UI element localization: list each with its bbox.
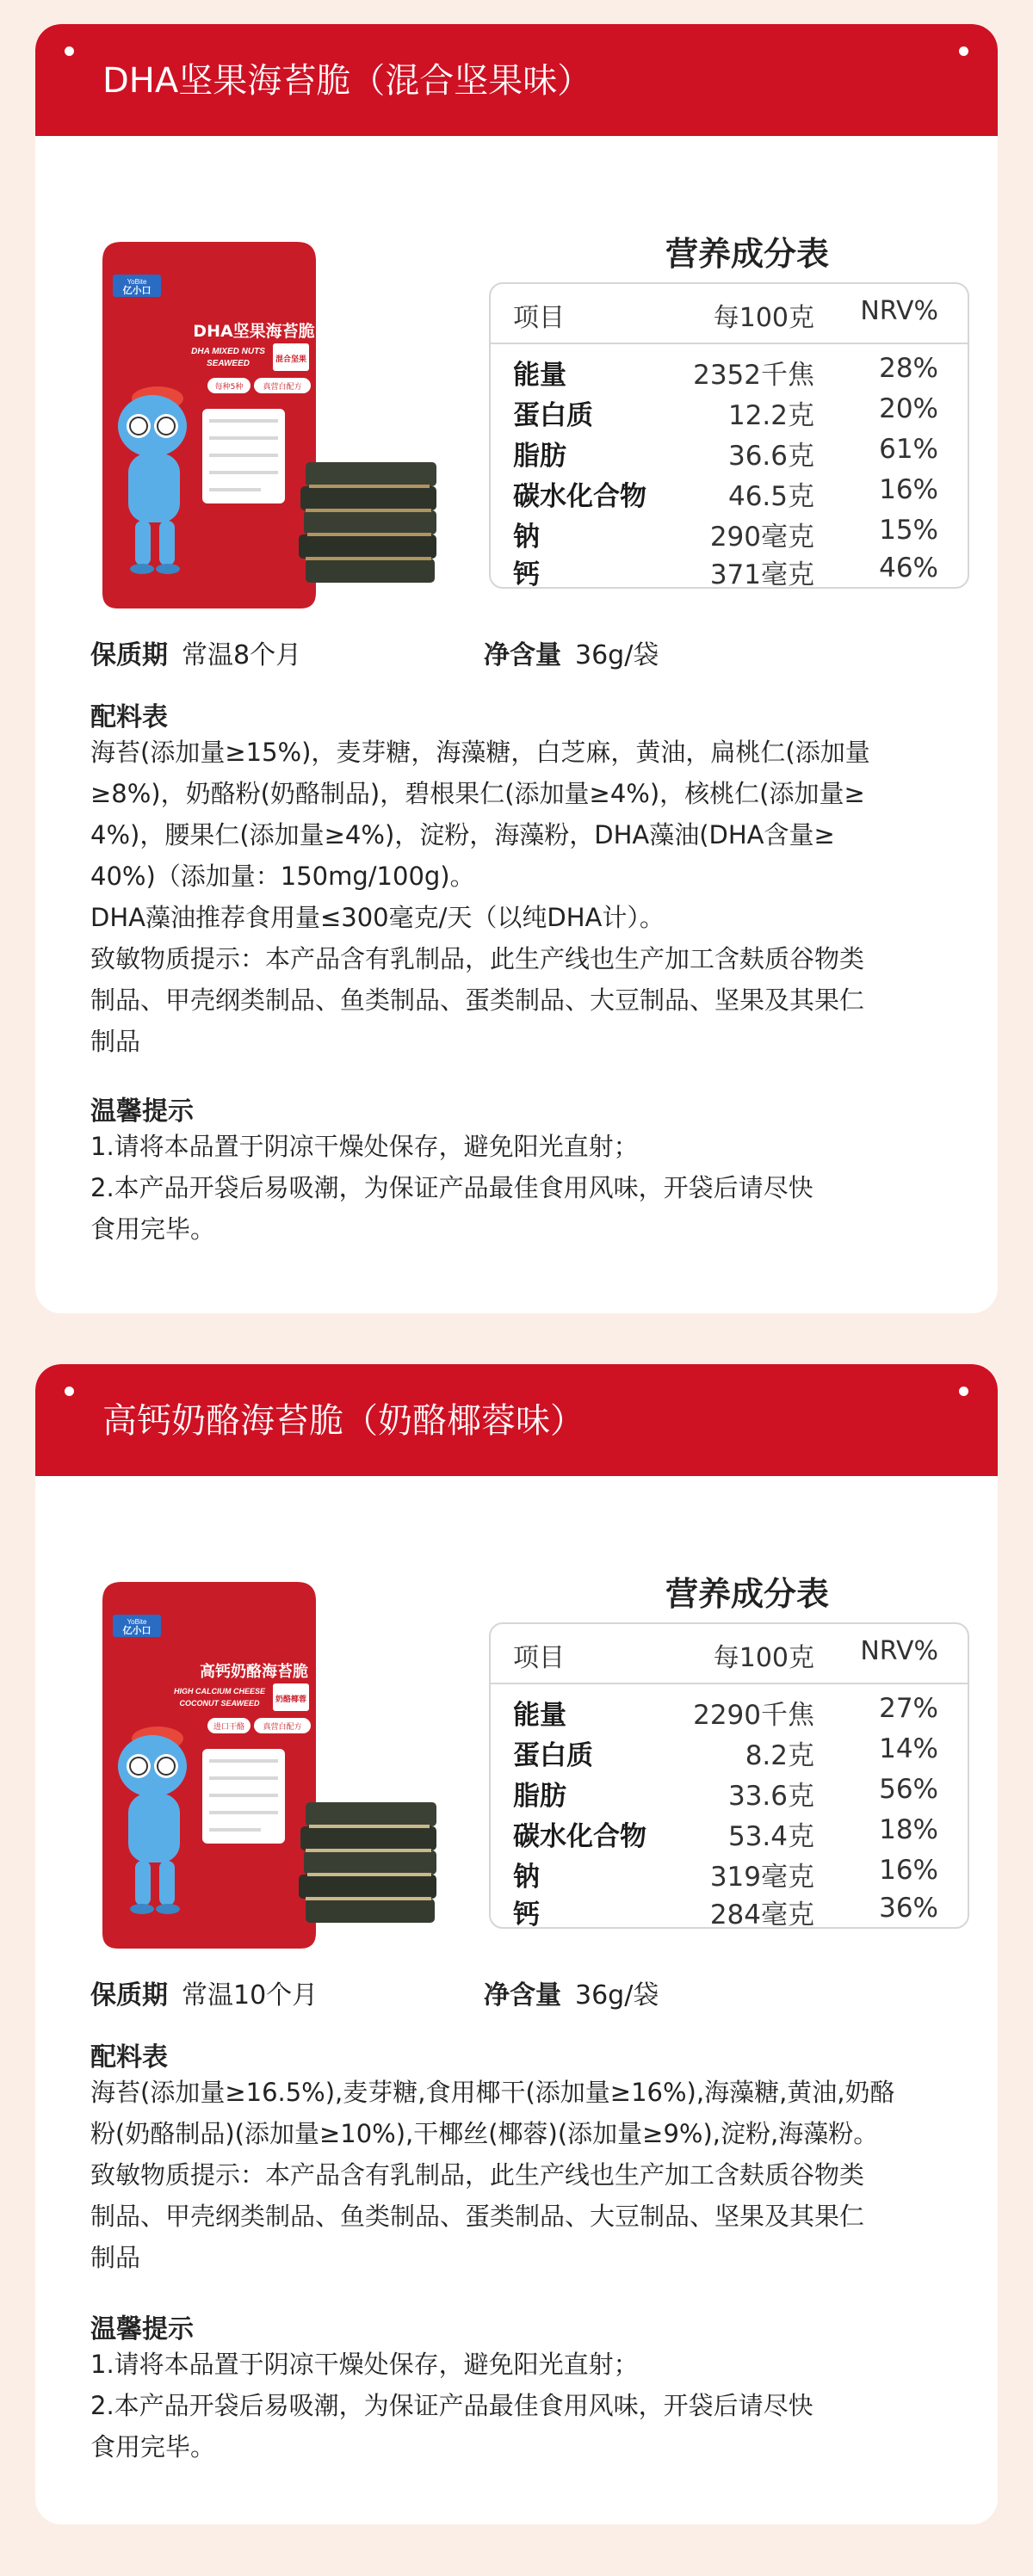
ingredients-text <box>90 2072 951 2278</box>
nutrition-table <box>489 282 969 589</box>
nutrient-nrv: 46% <box>879 553 938 584</box>
shelf-life-value: 常温10个月 <box>182 1980 319 2011</box>
product-card <box>35 24 998 1313</box>
header-dot <box>959 46 968 56</box>
nutrient-value: 36.6克 <box>727 441 814 472</box>
seaweed-snack-stack <box>299 462 436 583</box>
nutrition-row <box>491 1774 968 1813</box>
nutrient-value: 371毫克 <box>709 559 814 590</box>
ingredients-line: 制品 <box>90 2243 141 2272</box>
nutrient-nrv: 61% <box>879 434 938 465</box>
nutrition-table <box>489 1622 969 1929</box>
package-name-en: HIGH CALCIUM CHEESE <box>173 1687 266 1696</box>
package-name-en: COCONUT SEAWEED <box>179 1699 260 1708</box>
product-package-image <box>90 1577 461 1955</box>
nutrient-name: 钙 <box>513 559 540 590</box>
package-name: 高钙奶酪海苔脆 <box>200 1663 308 1681</box>
tips-title: 温馨提示 <box>90 2314 194 2344</box>
brand-en: YoBite <box>127 1618 147 1626</box>
nutrient-nrv: 20% <box>879 393 938 424</box>
ingredients-line: 粉(奶酪制品)(添加量≥10%),干椰丝(椰蓉)(添加量≥9%),淀粉,海藻粉。 <box>90 2119 879 2148</box>
package-tag: 真营白配方 <box>263 383 302 392</box>
nutrient-name: 碳水化合物 <box>513 1821 646 1852</box>
ingredients-line: 海苔(添加量≥15%)，麦芽糖，海藻糖，白芝麻，黄油，扁桃仁(添加量 <box>90 738 870 767</box>
nutrient-value: 33.6克 <box>727 1781 814 1812</box>
flavor-tag: 混合坚果 <box>275 355 307 364</box>
tips-title: 温馨提示 <box>90 1096 194 1127</box>
nutrition-row <box>491 1693 968 1733</box>
nutrition-row <box>491 1893 968 1932</box>
nutrition-header-per100: 每100克 <box>713 1643 814 1673</box>
nutrient-nrv: 18% <box>879 1814 938 1845</box>
nutrient-value: 290毫克 <box>709 522 814 553</box>
nutrient-name: 钠 <box>513 1862 540 1893</box>
tips-line: 1.请将本品置于阴凉干燥处保存，避免阳光直射； <box>90 2350 639 2379</box>
package-name: DHA坚果海苔脆 <box>193 322 315 341</box>
nutrient-nrv: 16% <box>879 474 938 505</box>
nutrition-header-nrv: NRV% <box>860 1636 938 1666</box>
nutrition-header-nrv: NRV% <box>860 296 938 326</box>
nutrition-row <box>491 474 968 514</box>
shelf-life-label: 保质期 <box>90 640 168 670</box>
nutrition-header-item: 项目 <box>513 1643 565 1673</box>
ingredients-line: 4%)，腰果仁(添加量≥4%)，淀粉，海藻粉，DHA藻油(DHA含量≥ <box>90 820 835 849</box>
nutrient-nrv: 16% <box>879 1855 938 1886</box>
product-package-image <box>90 237 461 615</box>
tips-text <box>90 1126 951 1250</box>
header-dot <box>959 1387 968 1396</box>
shelf-life-label: 保质期 <box>90 1980 168 2011</box>
net-content <box>484 633 659 671</box>
ingredients-line: 海苔(添加量≥16.5%),麦芽糖,食用椰干(添加量≥16%),海藻糖,黄油,奶酪 <box>90 2078 895 2107</box>
nutrition-row <box>491 1814 968 1854</box>
nutrient-value: 319毫克 <box>709 1862 814 1893</box>
ingredients-line: ≥8%)，奶酪粉(奶酪制品)，碧根果仁(添加量≥4%)，核桃仁(添加量≥ <box>90 779 865 808</box>
card-header <box>35 1364 998 1476</box>
nutrition-row <box>491 1733 968 1773</box>
nutrient-name: 能量 <box>513 1700 566 1731</box>
tips-line: 食用完毕。 <box>90 2432 216 2462</box>
net-content-label: 净含量 <box>484 640 561 670</box>
ingredients-line: 制品、甲壳纲类制品、鱼类制品、蛋类制品、大豆制品、坚果及其果仁 <box>90 985 865 1015</box>
nutrient-nrv: 27% <box>879 1693 938 1724</box>
nutrient-name: 蛋白质 <box>513 400 593 431</box>
nutrient-name: 脂肪 <box>513 441 566 472</box>
shelf-life-value: 常温8个月 <box>182 640 302 670</box>
seaweed-snack-stack <box>299 1802 436 1923</box>
package-tag: 每种5种 <box>214 383 244 392</box>
ingredients-line: 致敏物质提示：本产品含有乳制品，此生产线也生产加工含麸质谷物类 <box>90 944 865 973</box>
nutrient-name: 蛋白质 <box>513 1740 593 1771</box>
nutrient-value: 8.2克 <box>745 1740 814 1771</box>
shelf-life <box>90 1974 318 2011</box>
nutrition-row <box>491 515 968 554</box>
package-name-en: SEAWEED <box>206 359 251 368</box>
nutrition-row <box>491 434 968 473</box>
nutrient-nrv: 14% <box>879 1733 938 1764</box>
nutrient-nrv: 56% <box>879 1774 938 1805</box>
nutrient-nrv: 15% <box>879 515 938 546</box>
nutrient-name: 能量 <box>513 360 566 391</box>
nutrient-value: 12.2克 <box>727 400 814 431</box>
package-tag: 真营白配方 <box>263 1723 302 1732</box>
nutrition-row <box>491 353 968 392</box>
nutrient-name: 脂肪 <box>513 1781 566 1812</box>
ingredients-line: 制品、甲壳纲类制品、鱼类制品、蛋类制品、大豆制品、坚果及其果仁 <box>90 2202 865 2231</box>
nutrition-row <box>491 553 968 592</box>
nutrient-name: 钠 <box>513 522 540 553</box>
net-content <box>484 1974 659 2011</box>
package-name-en: DHA MIXED NUTS <box>191 347 265 356</box>
product-title: 高钙奶酪海苔脆（奶酪椰蓉味） <box>102 1401 585 1441</box>
nutrition-divider <box>491 1683 968 1684</box>
net-content-label: 净含量 <box>484 1980 561 2011</box>
nutrient-value: 53.4克 <box>727 1821 814 1852</box>
nutrition-title: 营养成分表 <box>665 1575 829 1613</box>
header-dot <box>65 46 74 56</box>
brand-cn: 亿小口 <box>122 1625 152 1636</box>
ingredients-title: 配料表 <box>90 702 168 732</box>
shelf-life <box>90 633 301 671</box>
nutrient-value: 284毫克 <box>709 1900 814 1930</box>
nutrient-value: 46.5克 <box>727 481 814 512</box>
tips-line: 食用完毕。 <box>90 1214 216 1244</box>
ingredients-line: 制品 <box>90 1027 141 1056</box>
net-content-value: 36g/袋 <box>575 1980 659 2011</box>
net-content-value: 36g/袋 <box>575 640 659 670</box>
ingredients-text <box>90 732 951 1062</box>
nutrition-divider <box>491 343 968 344</box>
ingredients-line: 40%)（添加量：150mg/100g)。 <box>90 862 475 891</box>
product-title: DHA坚果海苔脆（混合坚果味） <box>102 61 592 101</box>
ingredients-line: DHA藻油推荐食用量≤300毫克/天（以纯DHA计）。 <box>90 903 665 932</box>
nutrient-nrv: 36% <box>879 1893 938 1924</box>
package-tag: 进口干酪 <box>213 1723 245 1732</box>
brand-en: YoBite <box>127 278 147 286</box>
nutrition-header-item: 项目 <box>513 303 565 333</box>
card-header <box>35 24 998 136</box>
nutrient-nrv: 28% <box>879 353 938 384</box>
header-dot <box>65 1387 74 1396</box>
flavor-tag: 奶酪椰蓉 <box>275 1696 307 1704</box>
nutrition-row <box>491 393 968 433</box>
brand-cn: 亿小口 <box>122 285 152 296</box>
nutrition-title: 营养成分表 <box>665 235 829 273</box>
tips-line: 2.本产品开袋后易吸潮，为保证产品最佳食用风味，开袋后请尽快 <box>90 1173 813 1202</box>
nutrient-name: 碳水化合物 <box>513 481 646 512</box>
nutrient-value: 2352千焦 <box>693 360 814 391</box>
ingredients-title: 配料表 <box>90 2042 168 2073</box>
nutrition-row <box>491 1855 968 1894</box>
nutrient-value: 2290千焦 <box>693 1700 814 1731</box>
nutrient-name: 钙 <box>513 1900 540 1930</box>
tips-text <box>90 2344 951 2468</box>
ingredients-line: 致敏物质提示：本产品含有乳制品，此生产线也生产加工含麸质谷物类 <box>90 2160 865 2190</box>
tips-line: 2.本产品开袋后易吸潮，为保证产品最佳食用风味，开袋后请尽快 <box>90 2391 813 2420</box>
product-card <box>35 1364 998 2524</box>
tips-line: 1.请将本品置于阴凉干燥处保存，避免阳光直射； <box>90 1132 639 1161</box>
nutrition-header-per100: 每100克 <box>713 303 814 333</box>
